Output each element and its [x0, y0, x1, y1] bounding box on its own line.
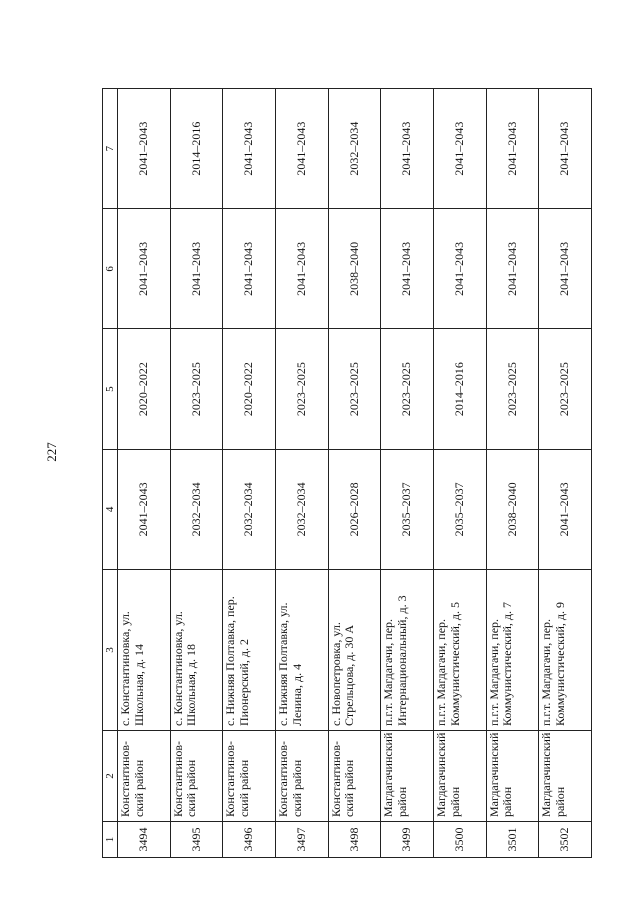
period-cell-6: 2041–2043 — [170, 209, 223, 329]
address-cell: с. Нижняя Полтавка, пер. Пионерский, д. 2 — [223, 570, 276, 731]
header-cell: 3 — [103, 570, 118, 731]
period-cell-5: 2023–2025 — [170, 329, 223, 449]
period-cell-4: 2035–2037 — [433, 449, 486, 569]
period-cell-6: 2038–2040 — [328, 209, 381, 329]
district-cell: Магдагачинский район — [381, 731, 434, 822]
period-cell-5: 2023–2025 — [381, 329, 434, 449]
header-cell: 6 — [103, 209, 118, 329]
period-cell-5: 2014–2016 — [433, 329, 486, 449]
header-cell: 1 — [103, 822, 118, 858]
row-number: 3497 — [275, 822, 328, 858]
header-cell: 5 — [103, 329, 118, 449]
table-row — [328, 89, 381, 858]
period-cell-7: 2041–2043 — [223, 89, 276, 209]
period-cell-5: 2023–2025 — [275, 329, 328, 449]
district-cell: Константинов-ский район — [275, 731, 328, 822]
period-cell-5: 2023–2025 — [328, 329, 381, 449]
period-cell-7: 2041–2043 — [118, 89, 171, 209]
header-row — [103, 89, 118, 858]
row-number: 3494 — [118, 822, 171, 858]
address-cell: п.г.т. Магдагачи, пер. Коммунистический, д. 9 — [539, 570, 592, 731]
period-cell-6: 2041–2043 — [433, 209, 486, 329]
period-cell-4: 2041–2043 — [539, 449, 592, 569]
period-cell-5: 2020–2022 — [118, 329, 171, 449]
table-row — [486, 89, 539, 858]
period-cell-4: 2035–2037 — [381, 449, 434, 569]
district-cell: Магдагачинский район — [433, 731, 486, 822]
period-cell-4: 2038–2040 — [486, 449, 539, 569]
table-row — [433, 89, 486, 858]
table-row — [275, 89, 328, 858]
address-cell: с. Нижняя Полтавка, ул. Ленина, д. 4 — [275, 570, 328, 731]
row-number: 3498 — [328, 822, 381, 858]
address-cell: с. Константиновка, ул. Школьная, д. 14 — [118, 570, 171, 731]
row-number: 3500 — [433, 822, 486, 858]
period-cell-5: 2023–2025 — [486, 329, 539, 449]
address-cell: п.г.т. Магдагачи, пер. Коммунистический, д. 5 — [433, 570, 486, 731]
row-number: 3495 — [170, 822, 223, 858]
header-cell: 4 — [103, 449, 118, 569]
period-cell-7: 2032–2034 — [328, 89, 381, 209]
address-cell: п.г.т. Магдагачи, пер. Коммунистический, д. 7 — [486, 570, 539, 731]
period-cell-4: 2032–2034 — [170, 449, 223, 569]
period-cell-4: 2026–2028 — [328, 449, 381, 569]
row-number: 3501 — [486, 822, 539, 858]
period-cell-5: 2020–2022 — [223, 329, 276, 449]
row-number: 3502 — [539, 822, 592, 858]
period-cell-5: 2023–2025 — [539, 329, 592, 449]
district-cell: Константинов-ский район — [170, 731, 223, 822]
period-cell-6: 2041–2043 — [539, 209, 592, 329]
table-row — [539, 89, 592, 858]
period-cell-6: 2041–2043 — [223, 209, 276, 329]
row-number: 3499 — [381, 822, 434, 858]
address-cell: п.г.т. Магдагачи, пер. Интернациональный, д. 3 — [381, 570, 434, 731]
period-cell-7: 2041–2043 — [381, 89, 434, 209]
district-cell: Магдагачинский район — [539, 731, 592, 822]
district-cell: Константинов-ский район — [118, 731, 171, 822]
period-cell-6: 2041–2043 — [381, 209, 434, 329]
table-row — [223, 89, 276, 858]
period-cell-7: 2041–2043 — [433, 89, 486, 209]
table-row — [170, 89, 223, 858]
district-cell: Магдагачинский район — [486, 731, 539, 822]
row-number: 3496 — [223, 822, 276, 858]
schedule-table-container — [102, 88, 592, 858]
district-cell: Константинов-ский район — [328, 731, 381, 822]
period-cell-6: 2041–2043 — [275, 209, 328, 329]
page-number: 227 — [44, 442, 59, 462]
address-cell: с. Новопетровка, ул. Стрельцова, д. 30 А — [328, 570, 381, 731]
schedule-table — [102, 88, 592, 858]
address-cell: с. Константиновка, ул. Школьная, д. 18 — [170, 570, 223, 731]
period-cell-7: 2041–2043 — [275, 89, 328, 209]
table-body — [103, 89, 592, 858]
period-cell-4: 2032–2034 — [275, 449, 328, 569]
district-cell: Константинов-ский район — [223, 731, 276, 822]
period-cell-4: 2032–2034 — [223, 449, 276, 569]
period-cell-7: 2041–2043 — [486, 89, 539, 209]
period-cell-7: 2014–2016 — [170, 89, 223, 209]
period-cell-6: 2041–2043 — [118, 209, 171, 329]
period-cell-4: 2041–2043 — [118, 449, 171, 569]
table-row — [381, 89, 434, 858]
period-cell-7: 2041–2043 — [539, 89, 592, 209]
table-row — [118, 89, 171, 858]
header-cell: 2 — [103, 731, 118, 822]
header-cell: 7 — [103, 89, 118, 209]
period-cell-6: 2041–2043 — [486, 209, 539, 329]
